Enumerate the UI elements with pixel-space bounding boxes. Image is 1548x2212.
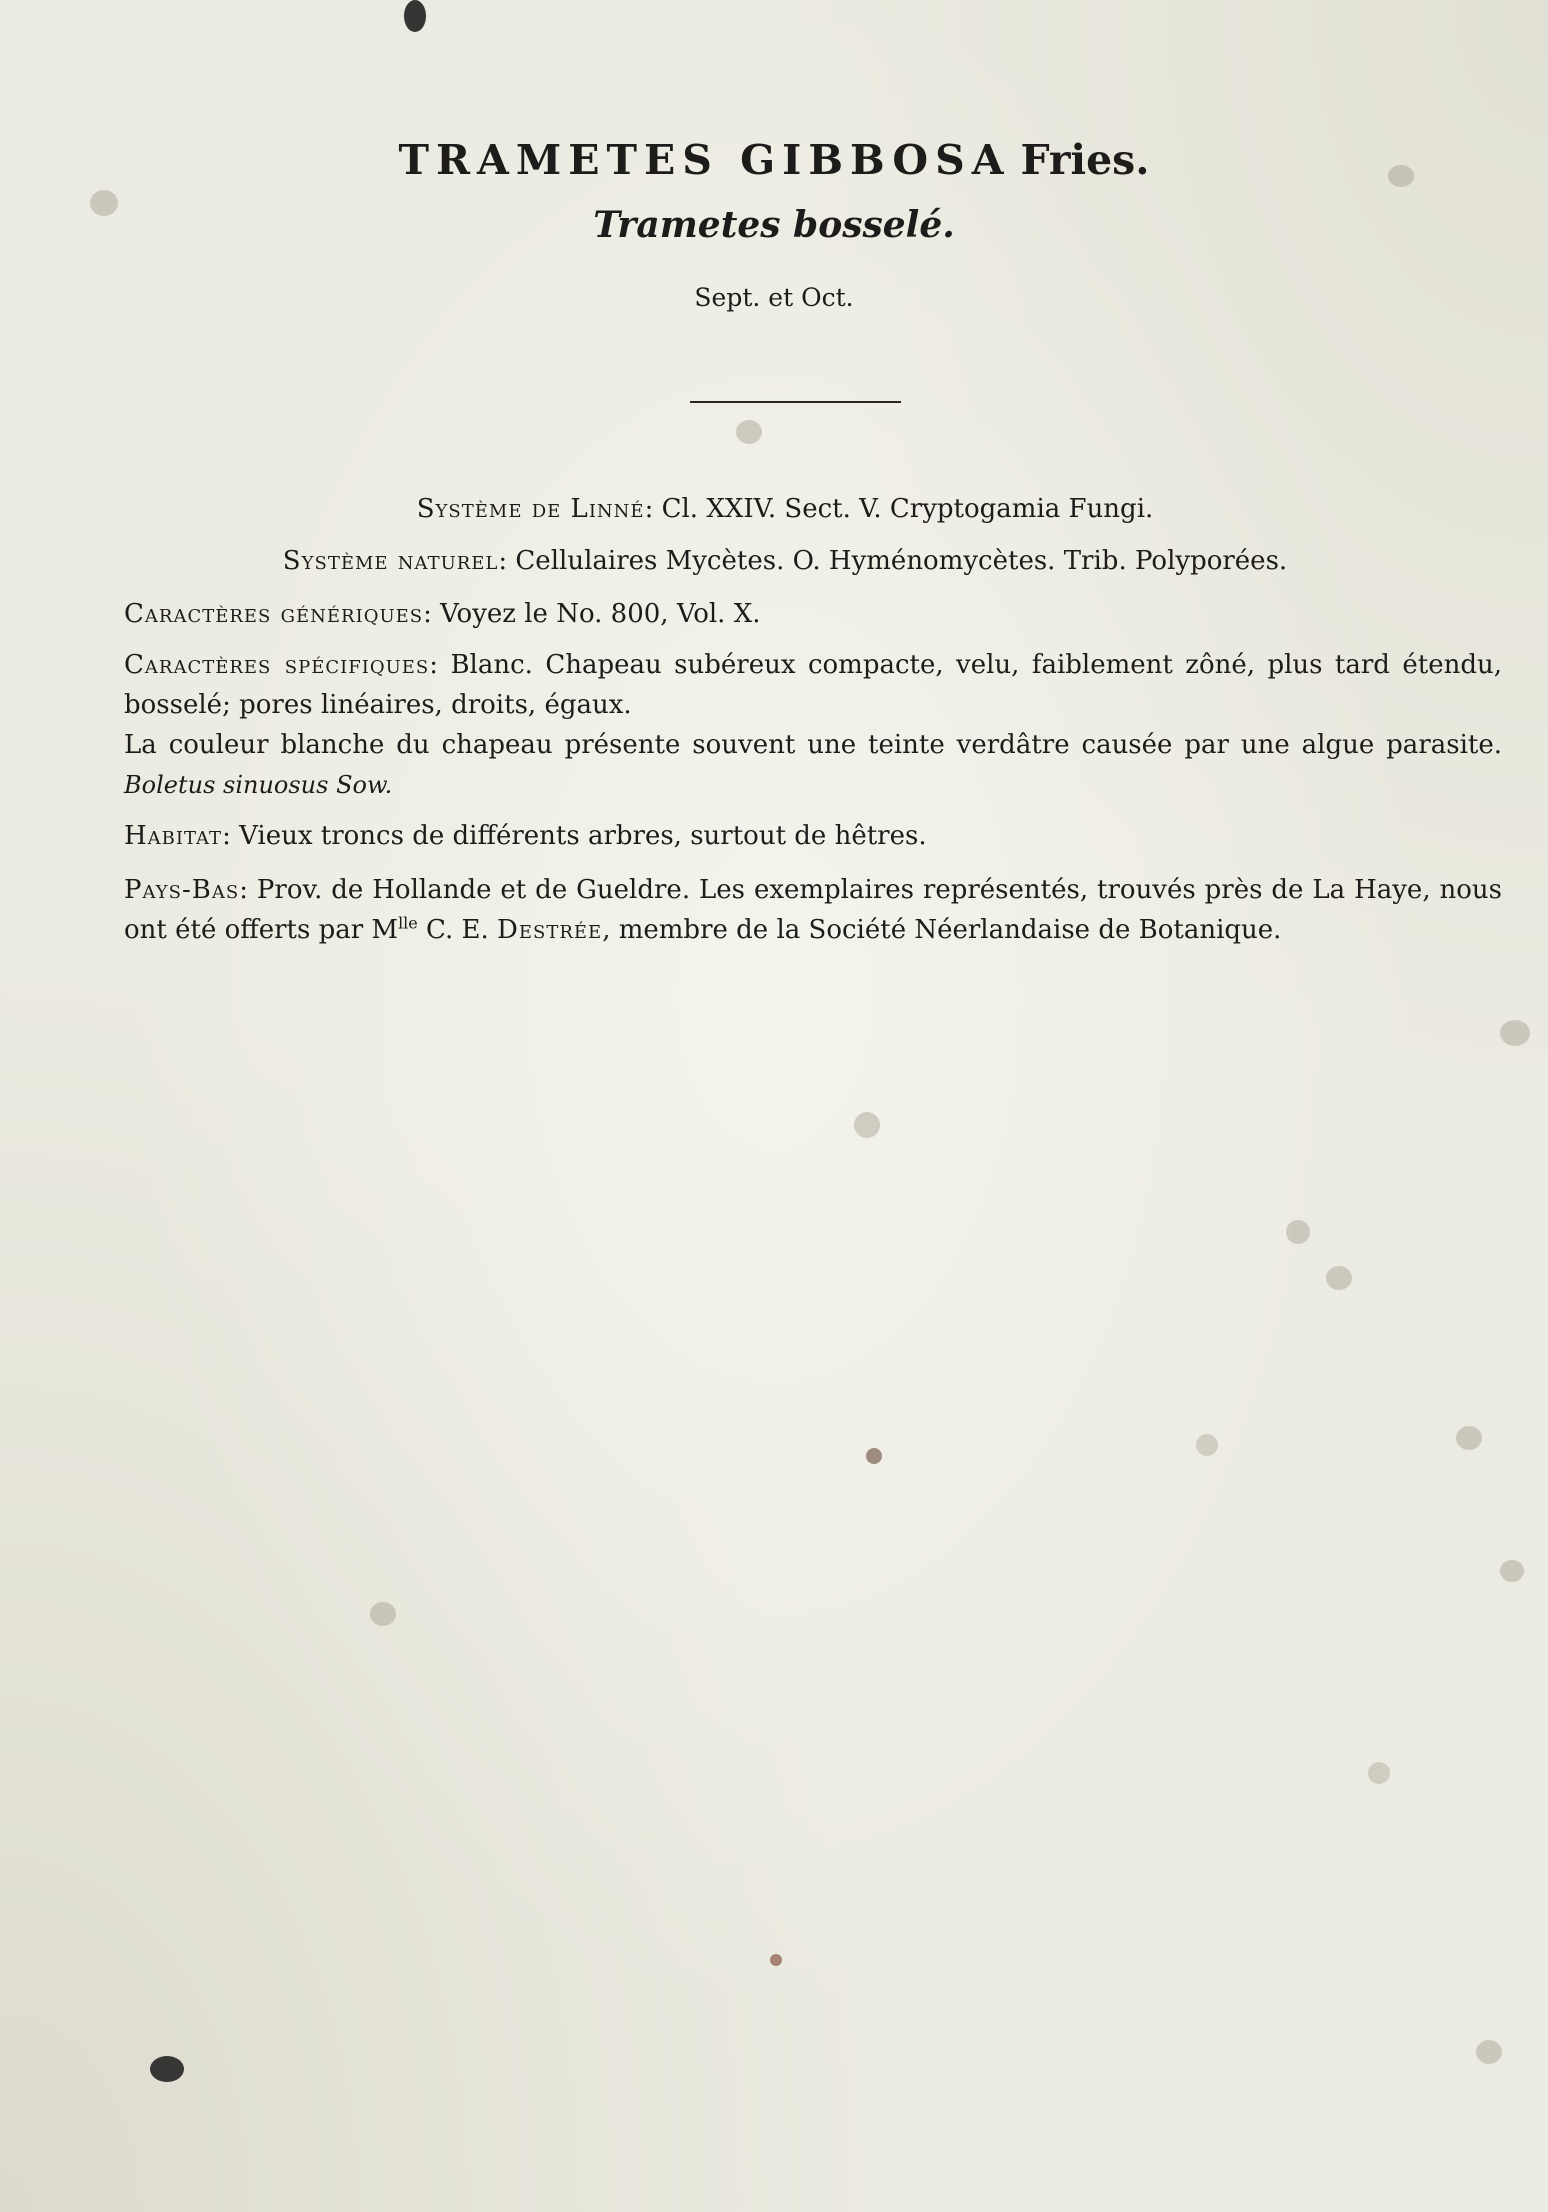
generic-label: Caractères génériques: [124, 599, 424, 629]
foxing-spot: [1286, 1220, 1310, 1244]
naturel-label: Système naturel: [282, 546, 499, 576]
foxing-spot: [1196, 1434, 1218, 1456]
linne-text: : Cl. XXIV. Sect. V. Cryptogamia Fungi.: [644, 494, 1154, 524]
foxing-spot: [770, 1954, 782, 1966]
foxing-spot: [866, 1448, 882, 1464]
foxing-spot: [1476, 2040, 1502, 2064]
habitat-text: : Vieux troncs de différents arbres, surtout de hêtres.: [222, 821, 927, 851]
page-title: [0, 136, 1548, 184]
title-author: Fries.: [1020, 136, 1150, 184]
pays-bas-text: : Prov. de Hollande et de Gueldre. Les exemplaires représentés, trouvés près de La Haye, nous ont été offerts par M: [124, 875, 1502, 945]
color-note-paragraph: [124, 725, 1502, 805]
title-species: TRAMETES GIBBOSA: [398, 136, 1011, 184]
pays-bas-label: Pays-Bas: [124, 875, 240, 905]
donor-name: Destrée: [497, 915, 603, 945]
donor-initials: C. E.: [417, 915, 498, 945]
color-note-text: La couleur blanche du chapeau présente souvent une teinte verdâtre causée par une algue parasite.: [124, 730, 1502, 760]
honorific-superscript: lle: [398, 913, 418, 933]
pays-bas-text-end: , membre de la Société Néerlandaise de Botanique.: [602, 915, 1282, 945]
foxing-spot: [736, 420, 762, 444]
divider-rule: [690, 401, 901, 403]
specific-label: Caractères spécifiques: [124, 650, 430, 680]
season-dates: Sept. et Oct.: [694, 283, 854, 312]
linne-label: Système de Linné: [416, 494, 645, 524]
classification-naturel: [0, 546, 1548, 576]
ink-spot: [404, 0, 426, 32]
specific-characters-paragraph: [124, 645, 1502, 725]
page-subtitle: Trametes bosselé.: [593, 204, 955, 246]
foxing-spot: [1326, 1266, 1352, 1290]
generic-text: : Voyez le No. 800, Vol. X.: [423, 599, 761, 629]
foxing-spot: [1500, 1020, 1530, 1046]
specific-text: : Blanc. Chapeau subéreux compacte, velu, faiblement zôné, plus tard étendu, bosselé; pores linéaires, droits, égaux.: [124, 650, 1502, 720]
habitat-paragraph: [124, 816, 1502, 856]
synonym-text: Boletus sinuosus Sow.: [124, 771, 393, 799]
naturel-text: : Cellulaires Mycètes. O. Hyménomycètes. Trib. Polyporées.: [498, 546, 1288, 576]
netherlands-paragraph: [124, 870, 1502, 950]
foxing-spot: [854, 1112, 880, 1138]
foxing-spot: [1368, 1762, 1390, 1784]
ink-spot: [150, 2056, 184, 2082]
foxing-spot: [370, 1602, 396, 1626]
habitat-label: Habitat: [124, 821, 223, 851]
foxing-spot: [1500, 1560, 1524, 1582]
classification-linne: [0, 494, 1548, 524]
foxing-spot: [1456, 1426, 1482, 1450]
generic-characters-paragraph: [124, 594, 1502, 634]
